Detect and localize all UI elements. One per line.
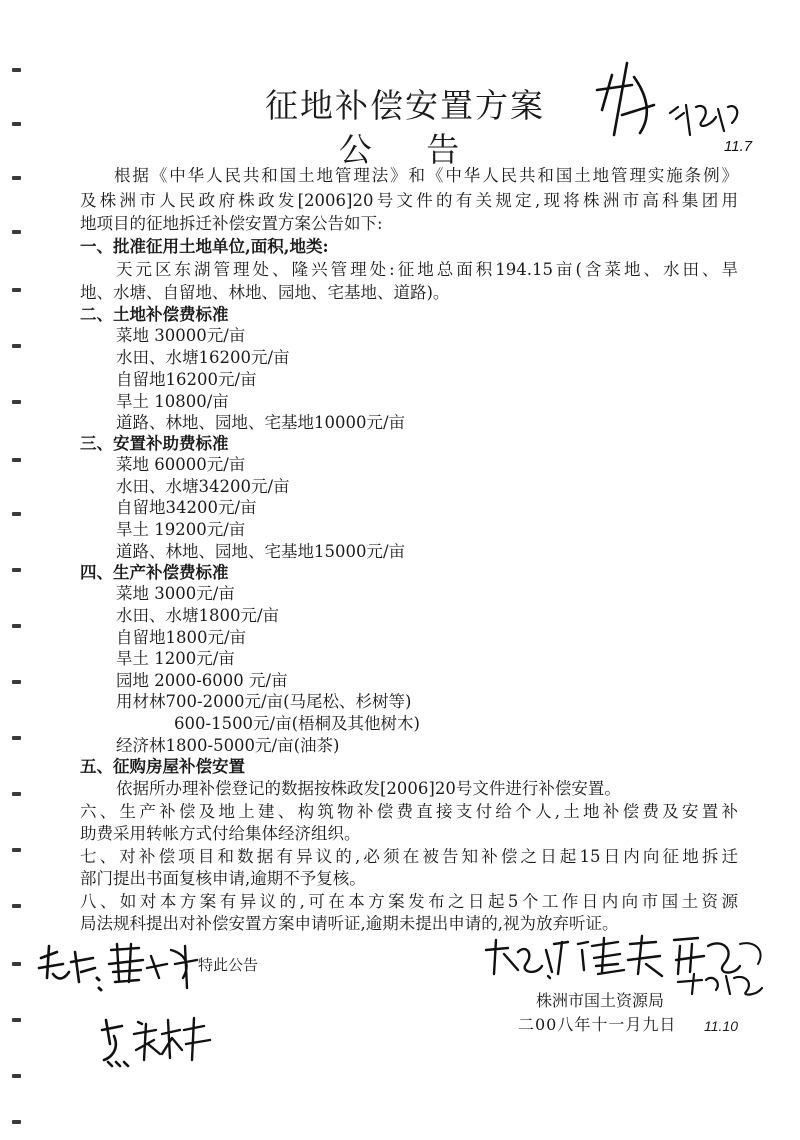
section2-item: 旱土 10800/亩 — [116, 392, 229, 411]
section2-heading: 二、土地补偿费标准 — [80, 305, 229, 324]
bottom-left-signature — [100, 1010, 220, 1070]
binding-mark — [12, 624, 21, 628]
binding-mark — [12, 230, 21, 234]
section2-item: 道路、林地、园地、宅基地10000元/亩 — [116, 413, 406, 432]
section4-item: 园地 2000-6000 元/亩 — [116, 671, 288, 690]
section7-line-2: 部门提出书面复核申请,逾期不予复核。 — [80, 869, 366, 888]
section3-item: 自留地34200元/亩 — [116, 498, 257, 517]
section1-line-1: 天元区东湖管理处、隆兴管理处:征地总面积194.15亩(含菜地、水田、旱 — [116, 260, 738, 279]
binding-mark — [12, 736, 21, 740]
binding-mark — [12, 176, 21, 180]
binding-mark — [12, 1120, 21, 1124]
binding-mark — [12, 400, 21, 404]
section2-item: 自留地16200元/亩 — [116, 370, 257, 389]
section5-heading: 五、征购房屋补偿安置 — [80, 757, 245, 776]
binding-mark — [12, 568, 21, 572]
section8-line-2: 局法规科提出对补偿安置方案申请听证,逾期未提出申请的,视为放弃听证。 — [80, 914, 619, 933]
section5-line: 依据所办理补偿登记的数据按株政发[2006]20号文件进行补偿安置。 — [116, 779, 621, 798]
binding-mark — [12, 458, 21, 462]
handwritten-date: 11.10 — [704, 1018, 738, 1034]
section8-line-1: 八、如对本方案有异议的,可在本方案发布之日起5个工作日内向市国土资源 — [80, 892, 738, 911]
top-right-signature — [592, 55, 762, 155]
section1-line-2: 地、水塘、自留地、林地、园地、宅基地、道路)。 — [80, 283, 450, 302]
binding-mark — [12, 512, 21, 516]
section3-item: 水田、水塘34200元/亩 — [116, 477, 290, 496]
section4-heading: 四、生产补偿费标准 — [80, 563, 229, 582]
binding-mark — [12, 792, 21, 796]
binding-mark — [12, 680, 21, 684]
section1-heading: 一、批准征用土地单位,面积,地类: — [80, 237, 329, 256]
section3-item: 道路、林地、园地、宅基地15000元/亩 — [116, 542, 406, 561]
intro-line-1: 根据《中华人民共和国土地管理法》和《中华人民共和国土地管理实施条例》 — [114, 166, 738, 185]
handwritten-top-note: 11.7 — [724, 138, 753, 155]
section3-item: 菜地 60000元/亩 — [116, 455, 246, 474]
section7-line-1: 七、对补偿项目和数据有异议的,必须在被告知补偿之日起15日内向征地拆迁 — [80, 847, 738, 866]
drafter-signature — [35, 938, 205, 998]
section6-line-1: 六、生产补偿及地上建、构筑物补偿费直接支付给个人,土地补偿费及安置补 — [80, 802, 738, 821]
section4-item: 600-1500元/亩(梧桐及其他树木) — [174, 714, 420, 733]
binding-mark — [12, 68, 21, 72]
section6-line-2: 助费采用转帐方式付给集体经济组织。 — [80, 824, 361, 843]
section2-item: 水田、水塘16200元/亩 — [116, 348, 290, 367]
issuer-name: 株洲市国土资源局 — [536, 991, 665, 1010]
binding-mark — [12, 1074, 21, 1078]
binding-mark — [12, 848, 21, 852]
binding-mark — [12, 122, 21, 126]
closing-text: 特此公告 — [198, 956, 259, 974]
intro-line-2: 及株洲市人民政府株政发[2006]20号文件的有关规定,现将株洲市高科集团用 — [80, 191, 738, 210]
document-title: 征地补偿安置方案 — [265, 86, 545, 125]
section3-item: 旱土 19200元/亩 — [116, 520, 246, 539]
approvers-signature-extra — [672, 960, 772, 1000]
section4-item: 旱土 1200元/亩 — [116, 649, 235, 668]
intro-line-3: 地项目的征地拆迁补偿安置方案公告如下: — [80, 214, 383, 233]
binding-mark — [12, 1018, 21, 1022]
section4-item: 水田、水塘1800元/亩 — [116, 606, 280, 625]
section4-item: 自留地1800元/亩 — [116, 628, 247, 647]
section3-heading: 三、安置补助费标准 — [80, 434, 229, 453]
section4-item: 菜地 3000元/亩 — [116, 584, 235, 603]
section2-item: 菜地 30000元/亩 — [116, 326, 246, 345]
binding-mark — [12, 288, 21, 292]
section4-item: 经济林1800-5000元/亩(油茶) — [116, 736, 340, 755]
binding-mark — [12, 904, 21, 908]
binding-mark — [12, 344, 21, 348]
document-subtitle: 公 告 — [338, 130, 482, 169]
binding-mark — [12, 962, 21, 966]
issue-date: 二00八年十一月九日 — [518, 1015, 677, 1034]
section4-item: 用材林700-2000元/亩(马尾松、杉树等) — [116, 692, 412, 711]
